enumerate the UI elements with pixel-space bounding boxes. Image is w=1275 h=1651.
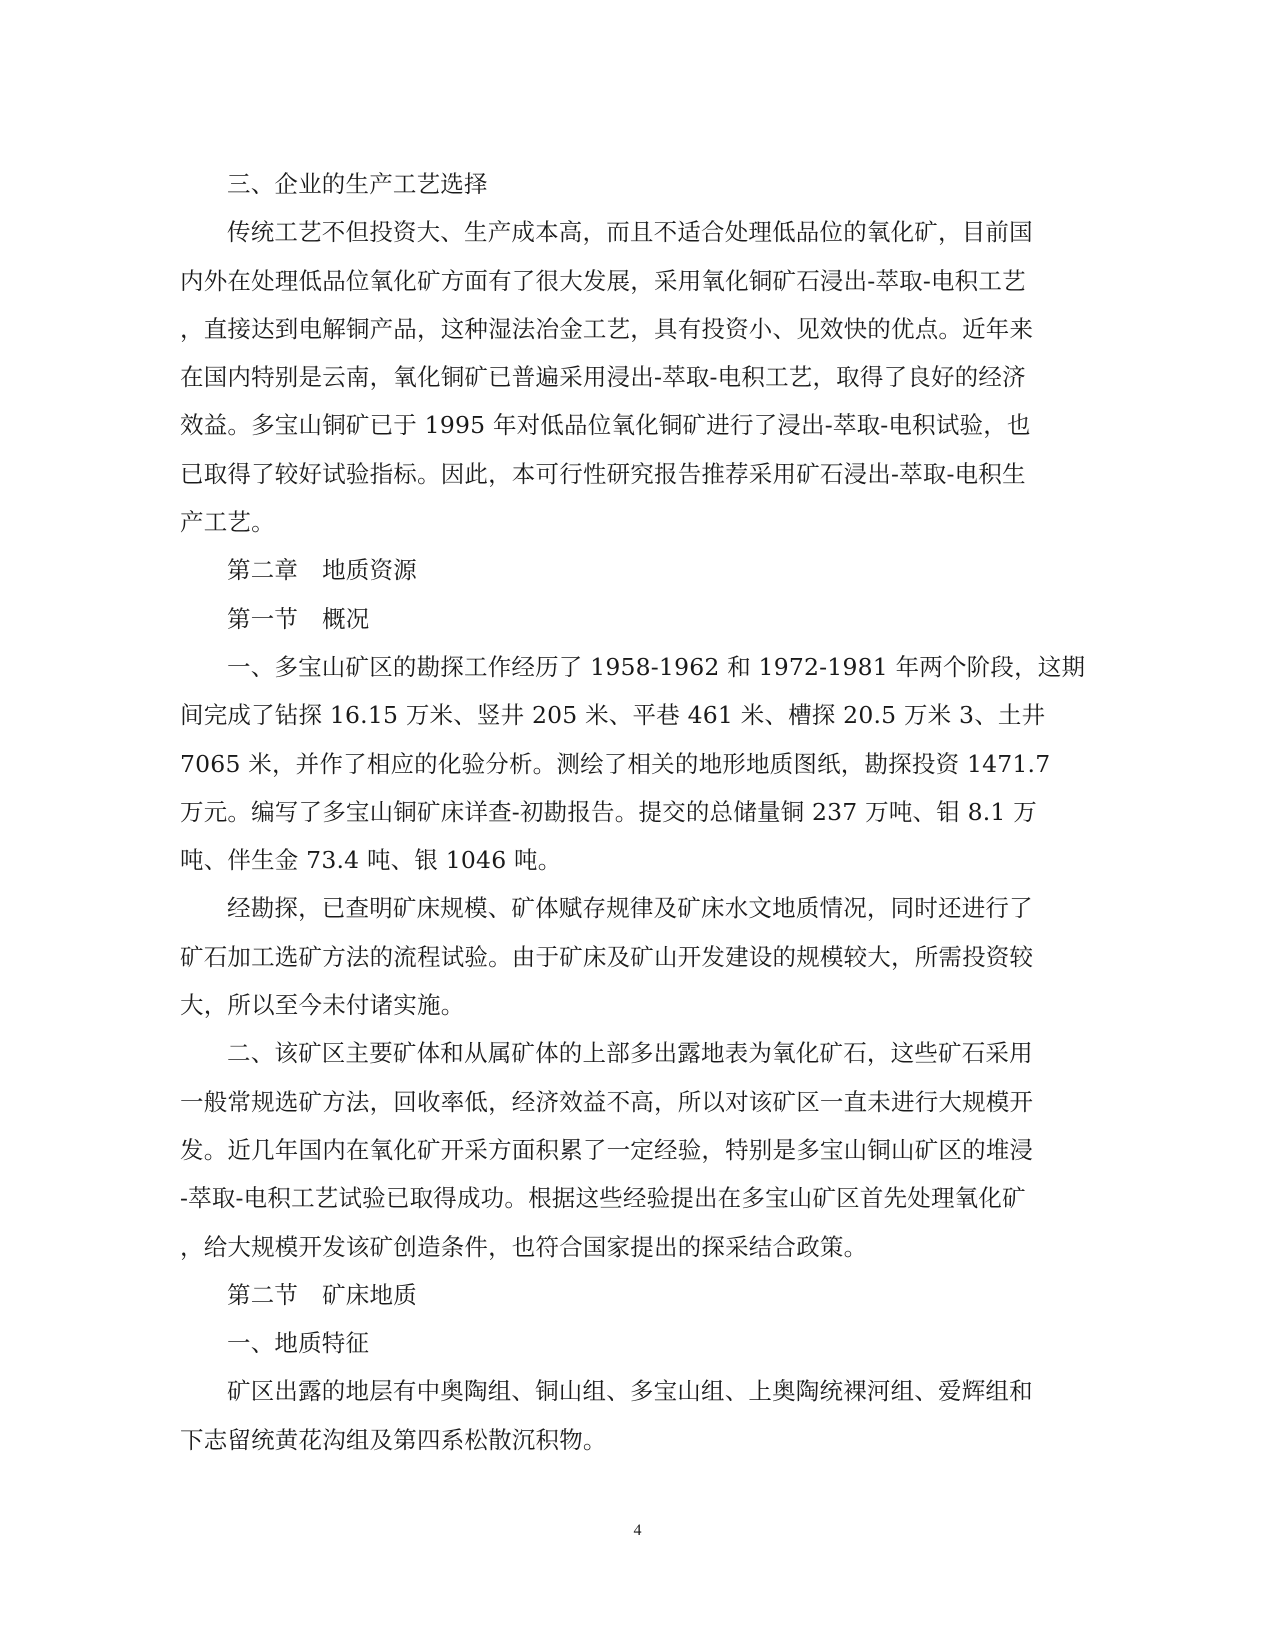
section-title: 概况: [322, 604, 370, 633]
paragraph-line: 间完成了钻探 16.15 万米、竖井 205 米、平巷 461 米、槽探 20.5 万米 3、土井: [180, 701, 1046, 730]
chapter-heading: [180, 546, 1100, 594]
paragraph-line: 效益。多宝山铜矿已于 1995 年对低品位氧化铜矿进行了浸出-萃取-电积试验，也: [180, 411, 1031, 440]
paragraph-line: 7065 米，并作了相应的化验分析。测绘了相关的地形地质图纸，勘探投资 1471.7: [180, 749, 1051, 778]
paragraph-line: 发。近几年国内在氧化矿开采方面积累了一定经验，特别是多宝山铜山矿区的堆浸: [180, 1135, 1034, 1164]
section-heading: [180, 595, 1100, 643]
paragraph-line: ，直接达到电解铜产品，这种湿法冶金工艺，具有投资小、见效快的优点。近年来: [180, 314, 1034, 343]
page-number: 4: [633, 1522, 642, 1539]
chapter-title: 地质资源: [322, 556, 417, 585]
chapter-number: 第二章: [227, 556, 299, 585]
subheading-geology-features: 一、地质特征: [227, 1329, 370, 1358]
paragraph-line: 一、多宝山矿区的勘探工作经历了 1958-1962 和 1972-1981 年两个阶段，这期: [227, 652, 1086, 681]
paragraph-line: 传统工艺不但投资大、生产成本高，而且不适合处理低品位的氧化矿，目前国: [227, 218, 1033, 247]
paragraph-line: 一般常规选矿方法，回收率低，经济效益不高，所以对该矿区一直未进行大规模开: [180, 1087, 1034, 1116]
paragraph-line: 万元。编写了多宝山铜矿床详查-初勘报告。提交的总储量铜 237 万吨、钼 8.1 万: [180, 797, 1037, 826]
section-heading: [180, 1271, 1100, 1319]
paragraph-line: 二、该矿区主要矿体和从属矿体的上部多出露地表为氧化矿石，这些矿石采用: [227, 1039, 1033, 1068]
section-title: 矿床地质: [322, 1280, 417, 1309]
paragraph-line: 吨、伴生金 73.4 吨、银 1046 吨。: [180, 846, 562, 875]
section-number: 第二节: [227, 1280, 299, 1309]
paragraph-line: 已取得了较好试验指标。因此，本可行性研究报告推荐采用矿石浸出-萃取-电积生: [180, 459, 1026, 488]
paragraph-line: 大，所以至今未付诸实施。: [180, 991, 465, 1020]
section-number: 第一节: [227, 604, 299, 633]
paragraph-line: 产工艺。: [180, 508, 275, 537]
paragraph-line: 经勘探，已查明矿床规模、矿体赋存规律及矿床水文地质情况，同时还进行了: [227, 894, 1033, 923]
paragraph-line: 在国内特别是云南，氧化铜矿已普遍采用浸出-萃取-电积工艺，取得了良好的经济: [180, 363, 1026, 392]
paragraph-line: 下志留统黄花沟组及第四系松散沉积物。: [180, 1425, 607, 1454]
paragraph-line: -萃取-电积工艺试验已取得成功。根据这些经验提出在多宝山矿区首先处理氧化矿: [180, 1184, 1026, 1213]
paragraph-line: ，给大规模开发该矿创造条件，也符合国家提出的探采结合政策。: [180, 1232, 868, 1261]
paragraph-line: 矿石加工选矿方法的流程试验。由于矿床及矿山开发建设的规模较大，所需投资较: [180, 942, 1034, 971]
heading-process-selection: 三、企业的生产工艺选择: [227, 170, 488, 198]
paragraph-line: 矿区出露的地层有中奥陶组、铜山组、多宝山组、上奥陶统裸河组、爱辉组和: [227, 1377, 1033, 1406]
document-body: [180, 160, 1100, 1464]
paragraph-line: 内外在处理低品位氧化矿方面有了很大发展，采用氧化铜矿石浸出-萃取-电积工艺: [180, 266, 1026, 295]
